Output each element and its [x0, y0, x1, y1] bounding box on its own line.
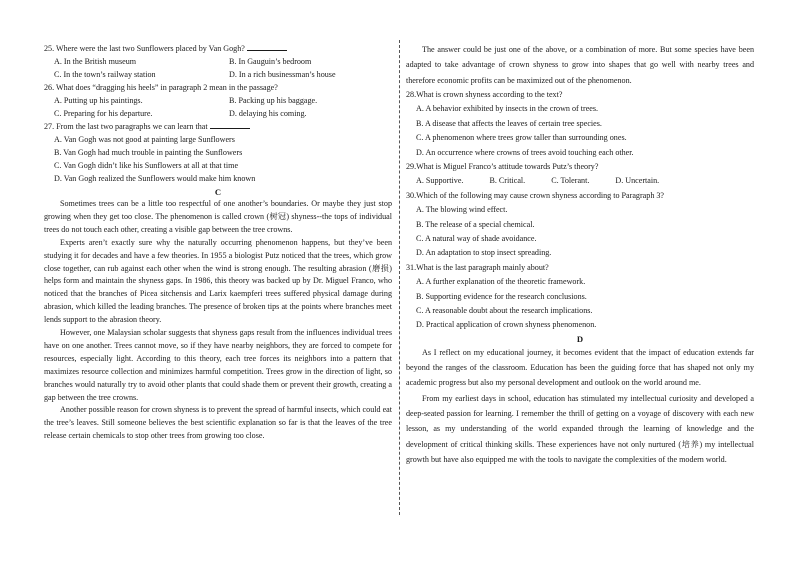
option: C. A natural way of shade avoidance. — [416, 233, 537, 243]
options-26 — [44, 95, 392, 121]
option: B. Critical. — [489, 176, 526, 186]
option: A. Supportive. — [416, 176, 464, 186]
question-26: 26. What does “dragging his heels” in paragraph 2 mean in the passage? — [44, 82, 278, 92]
option: C. A reasonable doubt about the research implications. — [416, 305, 593, 315]
section-heading: C — [214, 186, 222, 197]
section-heading: D — [576, 333, 584, 344]
options-25 — [44, 56, 392, 82]
option: B. Supporting evidence for the research conclusions. — [416, 291, 587, 301]
option: D. An adaptation to stop insect spreading. — [416, 248, 552, 258]
option: D. Uncertain. — [615, 176, 660, 186]
option: A. A further explanation of the theoretic framework. — [416, 277, 586, 287]
option: B. Packing up his baggage. — [229, 95, 318, 105]
answer-blank — [247, 42, 287, 51]
question-28: 28.What is crown shyness according to the text? — [406, 89, 563, 99]
option: A. The blowing wind effect. — [416, 205, 508, 215]
option: D. In a rich businessman’s house — [229, 69, 336, 79]
question-30: 30.Which of the following may cause crown shyness according to Paragraph 3? — [406, 190, 665, 200]
option: C. In the town’s railway station — [54, 69, 156, 79]
question-29: 29.What is Miguel Franco’s attitude towards Putz’s theory? — [406, 161, 599, 171]
passage-paragraph: From my earliest days in school, education has stimulated my intellectual curiosity and developed a deep-seated passion for learning. I remember the thrill of getting on a voyage of discovery with each new lesson, as my understanding of the world expanded through the learning of knowledge and the development of critical thinking skills. These experiences have not only nurtured (培养) my intellectual growth but have also equipped me with the tools to navigate the complexities of the modern world. — [406, 393, 754, 464]
answer-blank — [210, 120, 250, 129]
option: C. Tolerant. — [551, 176, 590, 186]
option: C. Van Gogh didn’t like his Sunflowers at all at that time — [54, 161, 239, 171]
option: D. An occurrence where crowns of trees avoid touching each other. — [416, 147, 634, 157]
option: B. The release of a special chemical. — [416, 219, 535, 229]
passage-paragraph: As I reflect on my educational journey, it becomes evident that the impact of education extends far beyond the ranges of the classroom. Education has been the guiding force that has shaped not only my academic progress but also my personal development and outlook on the world around me. — [406, 347, 754, 388]
option: D. delaying his coming. — [229, 108, 307, 118]
question-31: 31.What is the last paragraph mainly about? — [406, 262, 549, 272]
option: A. Van Gogh was not good at painting large Sunflowers — [54, 135, 235, 145]
option: D. Practical application of crown shyness phenomenon. — [416, 320, 597, 330]
option: C. Preparing for his departure. — [54, 108, 153, 118]
option: B. A disease that affects the leaves of certain tree species. — [416, 118, 602, 128]
question-27 — [44, 120, 392, 134]
option: A. Putting up his paintings. — [54, 95, 143, 105]
option: D. Van Gogh realized the Sunflowers would make him known — [54, 174, 256, 184]
column-divider — [399, 40, 400, 515]
option: A. In the British museum — [54, 56, 137, 66]
option: C. A phenomenon where trees grow taller than surrounding ones. — [416, 133, 627, 143]
option: B. Van Gogh had much trouble in painting the Sunflowers — [54, 148, 243, 158]
passage-paragraph: Another possible reason for crown shyness is to prevent the spread of harmful insects, which could eat the tree’s leaves. Still someone believes the best scientific explanation so far is that the leaves of the tree release certain chemicals to stop other trees from growing too close. — [44, 405, 392, 441]
option: B. In Gauguin’s bedroom — [229, 56, 312, 66]
question-stem: 27. From the last two paragraphs we can learn that — [44, 122, 208, 132]
right-column — [406, 42, 754, 467]
options-29 — [406, 174, 754, 188]
question-stem: 25. Where were the last two Sunflowers placed by Van Gogh? — [44, 44, 245, 53]
passage-paragraph: Experts aren’t exactly sure why the naturally occurring phenomenon happens, but they’ve been studying it for decades and have a few theories. In 1955 a biologist Putz noticed that the trees, which grow close together, can rub against each other when the wind is strong enough. The resulting abrasion (磨损) helps form and maintain the shyness gaps. In 1986, this theory was backed up by Dr. Miguel Franco, who noticed that the branches of Picea sitchensis and Larix kaempferi trees suffered physical damage during abrasion, which killed the leading branches. The presence of broken tips at the points where branches meet lends support to the abrasion theory. — [44, 237, 392, 325]
passage-paragraph: The answer could be just one of the above, or a combination of more. But some species have been adapted to take advantage of crown shyness to grow into shapes that go well with nearby trees and therefore economic profits can be maximized out of the phenomenon. — [406, 45, 754, 85]
passage-paragraph: However, one Malaysian scholar suggests that shyness gaps result from the influences individual trees have on one another. Trees cannot move, so if they have nearby neighbors, they are forced to compete for resources, especially light. According to this theory, each tree forces its neighbors into a pattern that maximizes resource collection and minimizes harmful competition. Trees grow in the direction of light, so branches would naturally try to avoid other plants that could shade them or prevent their growth, creating a gap between the tree crowns. — [44, 328, 392, 402]
passage-paragraph: Sometimes trees can be a little too respectful of one another’s boundaries. Or maybe they just stop growing when they get too close. The phenomenon is called crown (树冠) shyness--the tops of individual trees do not touch each other, creating a visible gap between the tree crowns. — [44, 198, 392, 234]
option: A. A behavior exhibited by insects in the crown of trees. — [416, 104, 599, 114]
left-column — [44, 42, 392, 443]
question-25 — [44, 42, 392, 56]
